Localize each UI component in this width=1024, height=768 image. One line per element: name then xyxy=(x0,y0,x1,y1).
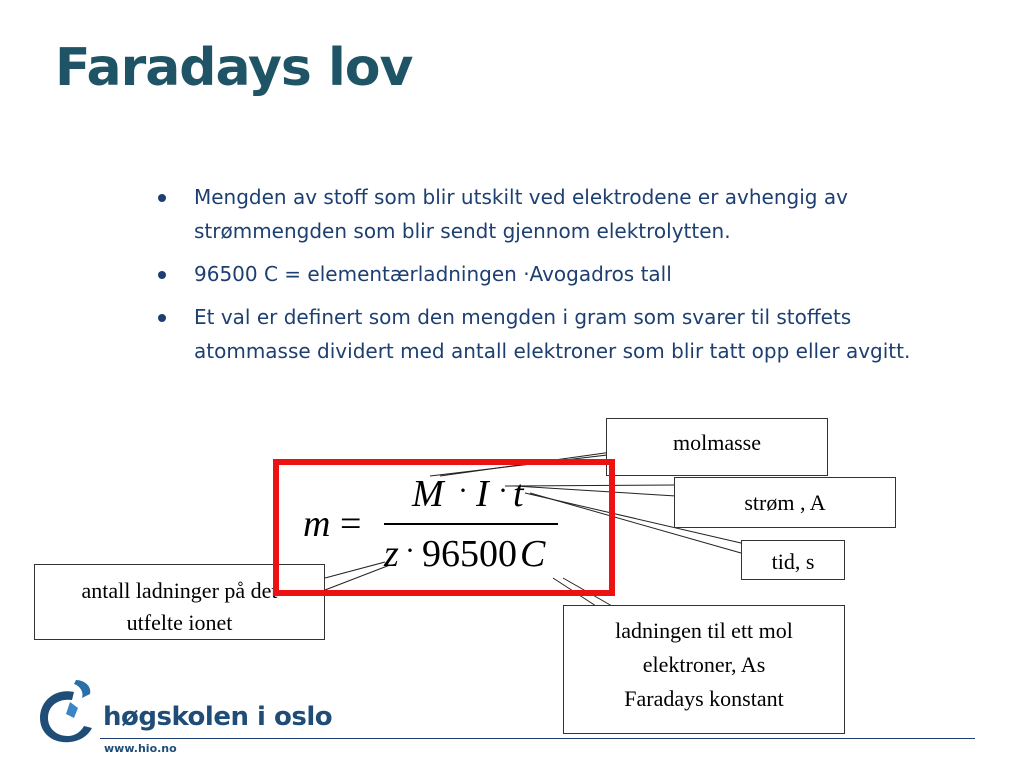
bullet-text: Mengden av stoff som blir utskilt ved elektrodene er avhengig av strømmengden som blir sendt gjennom elektrolytten. xyxy=(194,185,848,243)
bullet-text: Et val er definert som den mengden i gram som svarer til stoffets atommasse dividert med antall elektroner som blir tatt opp eller avgitt. xyxy=(194,305,911,363)
callout-ladning xyxy=(563,605,845,734)
callout-tid-text: tid, s xyxy=(771,549,815,574)
formula-num-I: I xyxy=(476,473,489,515)
formula-den-C: C xyxy=(520,533,546,575)
formula-equals: = xyxy=(340,503,362,545)
callout-molmasse-text: molmasse xyxy=(673,430,761,455)
formula-den-z: z xyxy=(384,533,399,575)
formula-den-number: 96500 xyxy=(422,533,517,575)
formula-num-t: t xyxy=(513,473,524,515)
footer-url: www.hio.no xyxy=(104,742,177,755)
callout-tid xyxy=(741,540,845,580)
formula-lhs: m xyxy=(303,503,331,545)
callout-molmasse xyxy=(606,418,828,476)
formula-highlight-box xyxy=(273,459,615,596)
bullet-text: 96500 C = elementærladningen ·Avogadros tall xyxy=(194,262,672,286)
footer-divider xyxy=(100,738,975,739)
logo-text: høgskolen i oslo xyxy=(103,702,333,732)
formula-den-dot: · xyxy=(405,534,415,567)
callout-ladning-line3: Faradays konstant xyxy=(624,686,784,711)
callout-strom-text: strøm , A xyxy=(744,490,826,515)
callout-antall-line2: utfelte ionet xyxy=(126,610,233,635)
hio-logo-icon xyxy=(34,678,100,748)
callout-antall-line1: antall ladninger på det xyxy=(81,578,278,603)
slide-title: Faradays lov xyxy=(55,38,413,98)
callout-ladning-line2: elektroner, As xyxy=(642,652,766,677)
formula-num-dot1: · xyxy=(458,474,468,507)
callout-strom xyxy=(674,477,896,528)
callout-ladning-line1: ladningen til ett mol xyxy=(615,618,793,643)
formula-num-M: M xyxy=(412,473,444,515)
formula-num-dot2: · xyxy=(498,474,508,507)
